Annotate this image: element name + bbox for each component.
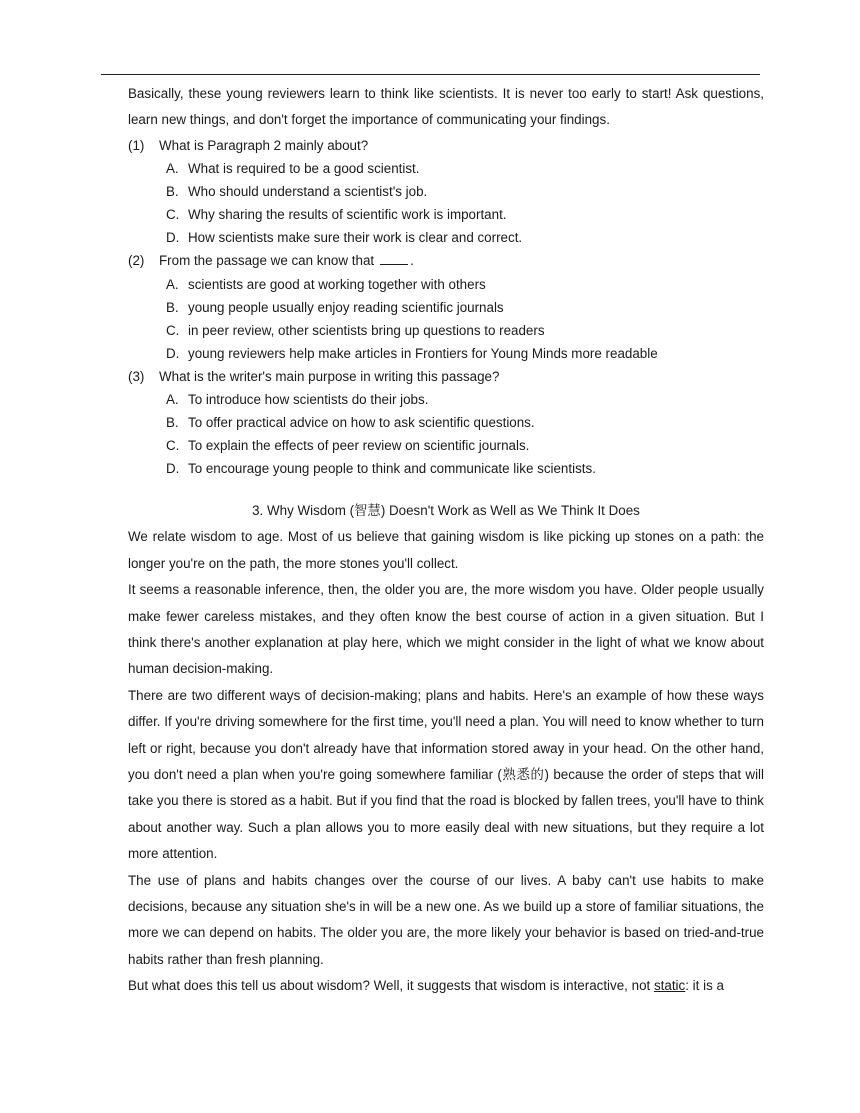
option-1c — [128, 203, 764, 226]
passage-paragraph: We relate wisdom to age. Most of us believe that gaining wisdom is like picking up stones on a path: the longer you're on the path, the more stones you'll collect. — [128, 529, 764, 571]
option-2a — [128, 273, 764, 296]
question-stem: What is Paragraph 2 mainly about? — [159, 137, 369, 153]
question-stem-wrap — [159, 249, 414, 273]
passage-paragraph: The use of plans and habits changes over the course of our lives. A baby can't use habits to make decisions, because any situation she's in will be a new one. As we build up a store of familiar situations, the more we can depend on habits. The older you are, the more likely your behavior is based on tried-and-true habits rather than fresh planning. — [128, 872, 764, 967]
closing-paragraph: Basically, these young reviewers learn to think like scientists. It is never too early to start! Ask questions, learn new things, and don't forget the importance of communicating your findings. — [128, 86, 764, 128]
option-1a — [128, 157, 764, 180]
option-text: How scientists make sure their work is clear and correct. — [188, 230, 523, 246]
option-3a — [128, 388, 764, 411]
answer-blank — [380, 252, 408, 265]
last-paragraph-after: : it is a — [685, 978, 724, 994]
option-text: To introduce how scientists do their jobs. — [188, 392, 429, 408]
option-2c — [128, 319, 764, 342]
option-text: young reviewers help make articles in Frontiers for Young Minds more readable — [188, 345, 658, 361]
option-text: in peer review, other scientists bring up questions to readers — [188, 322, 545, 338]
underlined-word: static — [653, 978, 686, 994]
option-letter: C. — [166, 322, 180, 338]
question-stem: From the passage we can know that — [159, 253, 375, 269]
option-text: Why sharing the results of scientific work is important. — [188, 207, 507, 223]
option-letter: A. — [166, 392, 179, 408]
option-text: To offer practical advice on how to ask scientific questions. — [188, 415, 535, 431]
question-number: (1) — [128, 137, 145, 153]
option-2d — [128, 342, 764, 365]
question-3 — [128, 365, 764, 389]
passage-paragraph: It seems a reasonable inference, then, the older you are, the more wisdom you have. Older people usually make fewer careless mistakes, and they often know the best course of action in a given situation. But I think there's another explanation at play here, which we might consider in the light of what we know about human decision-making. — [128, 582, 764, 677]
option-letter: D. — [166, 461, 180, 477]
option-letter: D. — [166, 230, 180, 246]
option-text: young people usually enjoy reading scientific journals — [188, 299, 504, 315]
last-paragraph-before: But what does this tell us about wisdom? Well, it suggests that wisdom is interactive, not — [128, 978, 654, 994]
option-text: To explain the effects of peer review on scientific journals. — [188, 438, 530, 454]
option-letter: A. — [166, 161, 179, 177]
option-letter: B. — [166, 299, 179, 315]
header-rule — [101, 74, 760, 75]
option-text: scientists are good at working together with others — [188, 276, 486, 292]
passage-title: 3. Why Wisdom (智慧) Doesn't Work as Well as We Think It Does — [252, 503, 640, 519]
option-letter: B. — [166, 184, 179, 200]
option-3b — [128, 411, 764, 434]
option-letter: C. — [166, 207, 180, 223]
option-1d — [128, 226, 764, 249]
option-2b — [128, 296, 764, 319]
option-3d — [128, 457, 764, 480]
passage-paragraph: There are two different ways of decision-making; plans and habits. Here's an example of how these ways differ. If you're driving somewhere for the first time, you'll need a plan. You will need to know whether to turn left or right, because you don't already have that information stored away in your head. On the other hand, you don't need a plan when you're going somewhere familiar (熟悉的) because the order of steps that will take you there is stored as a habit. But if you find that the road is blocked by fallen trees, you'll have to think about another way. Such a plan allows you to more easily deal with new situations, but they require a lot more attention. — [128, 687, 765, 862]
question-stem-end: . — [410, 253, 414, 269]
option-letter: A. — [166, 276, 179, 292]
question-stem: What is the writer's main purpose in writing this passage? — [159, 368, 500, 384]
option-text: Who should understand a scientist's job. — [188, 184, 428, 200]
option-letter: C. — [166, 438, 180, 454]
option-3c — [128, 434, 764, 457]
option-text: What is required to be a good scientist. — [188, 161, 420, 177]
question-1 — [128, 134, 764, 158]
question-2 — [128, 249, 764, 273]
option-1b — [128, 180, 764, 203]
page-content — [128, 81, 764, 1000]
option-letter: D. — [166, 345, 180, 361]
option-letter: B. — [166, 415, 179, 431]
question-number: (2) — [128, 253, 145, 269]
option-text: To encourage young people to think and communicate like scientists. — [188, 461, 596, 477]
passage-last-paragraph — [128, 973, 764, 999]
question-number: (3) — [128, 368, 145, 384]
